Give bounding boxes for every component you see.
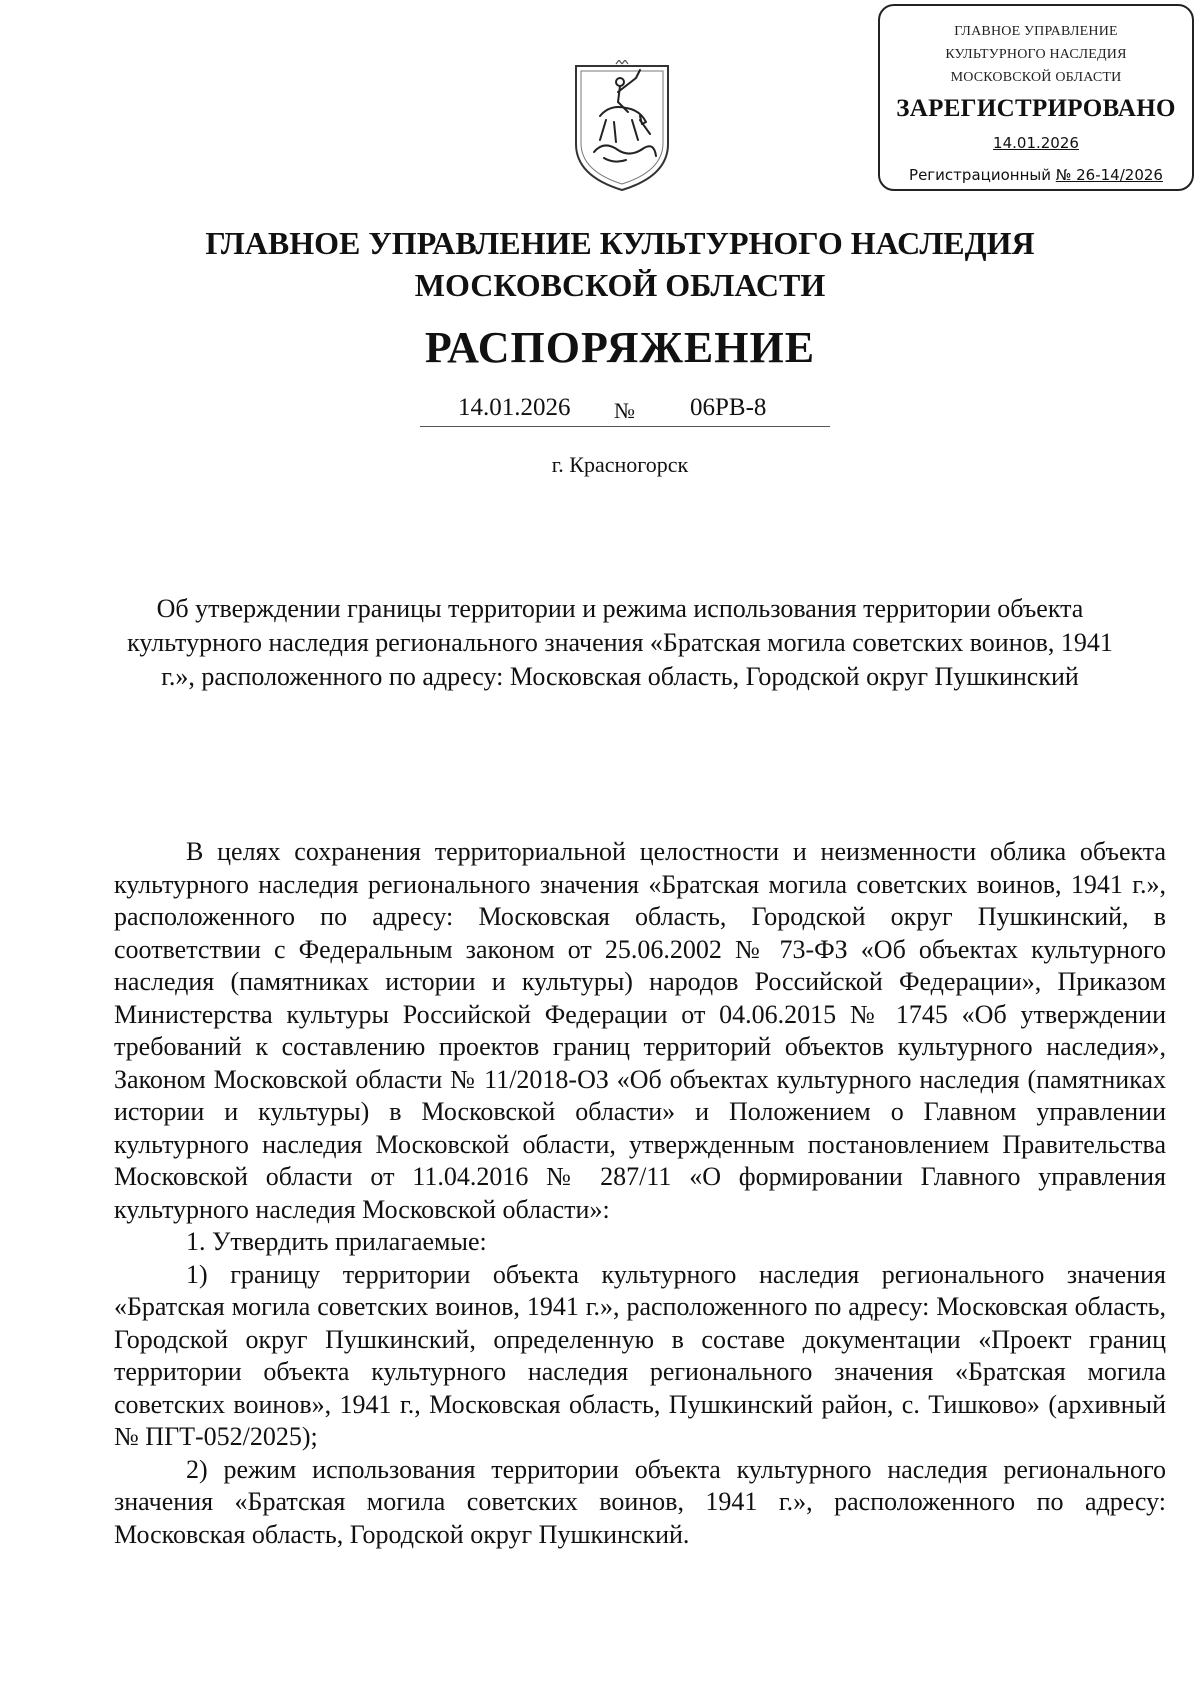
registration-stamp — [878, 4, 1194, 191]
document-body — [114, 836, 1166, 1551]
document-number: 06РВ-8 — [690, 394, 767, 421]
body-paragraph: 2) режим использования территории объекта культурного наследия регионального значения «Братская могила советских воинов, 1941 г.», расположенного по адресу: Московская область, Городской округ Пушкинский. — [114, 1454, 1166, 1549]
organization-title-line: ГЛАВНОЕ УПРАВЛЕНИЕ КУЛЬТУРНОГО НАСЛЕДИЯ — [205, 225, 1035, 261]
organization-title — [0, 222, 1200, 306]
stamp-registration — [880, 166, 1192, 184]
document-type: РАСПОРЯЖЕНИЕ — [424, 323, 816, 372]
stamp-status: ЗАРЕГИСТРИРОВАНО — [896, 95, 1176, 122]
moscow-oblast-coat-of-arms-icon — [570, 60, 674, 192]
stamp-date: 14.01.2026 — [993, 134, 1079, 152]
body-paragraph: В целях сохранения территориальной целостности и неизменности облика объекта культурного наследия регионального значения «Братская могила советских воинов, 1941 г.», расположенного по адресу: Московская область, Городской округ Пушкинский, в соответствии с Федеральным законом от 25.06.2002 № 73-ФЗ «Об объектах культурного наследия (памятниках истории и культуры) народов Российской Федерации», Приказом Министерства культуры Российской Федерации от 04.06.2015 № 1745 «Об утверждении требований к составлению проектов границ территорий объектов культурного наследия», Законом Московской области № 11/2018-ОЗ «Об объектах культурного наследия (памятниках истории и культуры) в Московской области» и Положением о Главном управлении культурного наследия Московской области, утвержденным постановлением Правительства Московской области от 11.04.2016 № 287/11 «О формировании Главного управления культурного наследия Московской области»: — [114, 837, 1166, 1224]
number-label: № — [614, 398, 635, 423]
stamp-reg-label: Регистрационный — [909, 166, 1051, 184]
organization-title-line: МОСКОВСКОЙ ОБЛАСТИ — [414, 267, 826, 303]
city: г. Красногорск — [551, 452, 689, 477]
stamp-org-line: ГЛАВНОЕ УПРАВЛЕНИЕ — [954, 24, 1118, 39]
document-date: 14.01.2026 — [458, 394, 571, 421]
stamp-org-line: КУЛЬТУРНОГО НАСЛЕДИЯ — [945, 47, 1127, 62]
stamp-org-line: МОСКОВСКОЙ ОБЛАСТИ — [950, 70, 1122, 85]
stamp-reg-number: № 26-14/2026 — [1055, 166, 1163, 184]
stamp-organization — [880, 20, 1192, 89]
body-paragraph: 1. Утвердить прилагаемые: — [186, 1227, 487, 1256]
document-subject: Об утверждении границы территории и режима использования территории объекта культурного наследия регионального значения «Братская могила советских воинов, 1941 г.», расположенного по адресу: Московская область, Городской округ Пушкинский — [127, 594, 1113, 691]
body-paragraph: 1) границу территории объекта культурного наследия регионального значения «Братская могила советских воинов, 1941 г.», расположенного по адресу: Московская область, Городской округ Пушкинский, определенную в составе документации «Проект границ территории объекта культурного наследия регионального значения «Братская могила советских воинов», 1941 г., Московская область, Пушкинский район, с. Тишково» (архивный № ПГТ-052/2025); — [114, 1259, 1166, 1451]
document-registration-line — [420, 394, 830, 427]
